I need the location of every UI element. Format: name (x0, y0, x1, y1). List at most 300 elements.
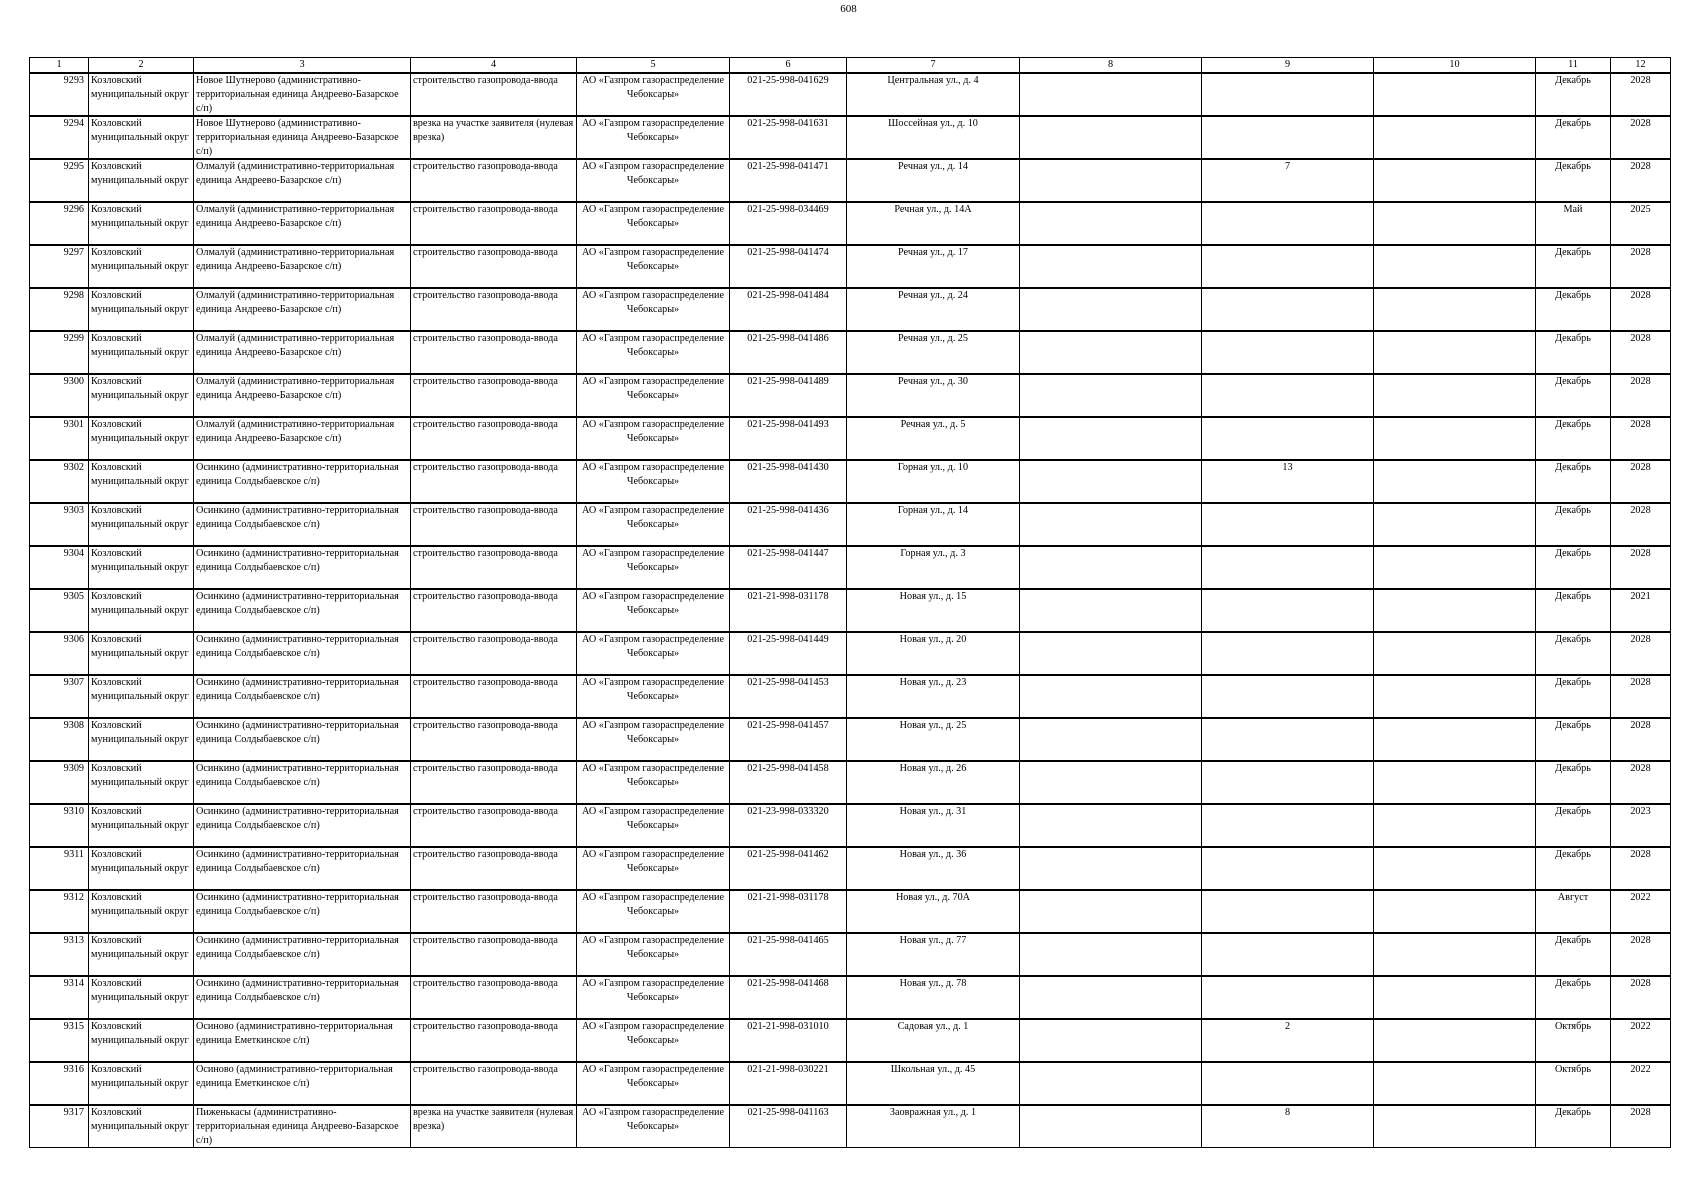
district-cell-text: Козловский муниципальный округ (91, 892, 189, 917)
organization-cell (577, 159, 730, 202)
year-cell-text: 2028 (1630, 75, 1651, 86)
column-9-cell (1202, 718, 1374, 761)
organization-cell-text: АО «Газпром газораспределение Чебоксары» (581, 677, 725, 702)
district-cell (89, 933, 194, 976)
work-type-cell-text: строительство газопровода-ввода (413, 677, 558, 688)
column-9-cell-text (1204, 203, 1371, 244)
work-type-cell-text: строительство газопровода-ввода (413, 505, 558, 516)
year-cell-text: 2023 (1630, 806, 1651, 817)
column-9-cell (1202, 331, 1374, 374)
organization-cell (577, 890, 730, 933)
settlement-cell-text: Осинкино (административно-территориальная единица Солдыбаевское с/п) (196, 978, 399, 1003)
organization-cell (577, 1105, 730, 1148)
organization-cell (577, 460, 730, 503)
application-code-cell-text: 021-25-998-041453 (747, 677, 829, 688)
year-cell (1611, 890, 1671, 933)
row-number-cell-text: 9315 (63, 1021, 84, 1032)
column-10-cell-text (1376, 332, 1533, 373)
column-9-cell-text (1204, 418, 1371, 459)
year-cell-text: 2028 (1630, 161, 1651, 172)
settlement-cell (194, 73, 411, 116)
table-row (30, 933, 1671, 976)
column-8-cell-text (1022, 891, 1199, 932)
column-8-cell (1020, 761, 1202, 804)
settlement-cell-text: Новое Шутнерово (административно-территориальная единица Андреево-Базарское с/п) (196, 75, 399, 114)
organization-cell-text: АО «Газпром газораспределение Чебоксары» (581, 376, 725, 401)
application-code-cell-text: 021-25-998-034469 (747, 204, 829, 215)
year-cell-text: 2028 (1630, 849, 1651, 860)
address-cell-text: Центральная ул., д. 4 (887, 75, 979, 86)
work-type-cell-text: врезка на участке заявителя (нулевая врезка) (413, 118, 574, 143)
column-9-cell (1202, 460, 1374, 503)
column-9-cell (1202, 245, 1374, 288)
row-number-cell (30, 1105, 89, 1148)
column-9-cell (1202, 159, 1374, 202)
address-cell-text: Новая ул., д. 36 (899, 849, 967, 860)
column-header: 4 (411, 58, 577, 74)
work-type-cell-text: строительство газопровода-ввода (413, 763, 558, 774)
column-9-cell (1202, 116, 1374, 159)
month-cell-text: Октябрь (1554, 1021, 1592, 1032)
organization-cell-text: АО «Газпром газораспределение Чебоксары» (581, 462, 725, 487)
settlement-cell-text: Осинкино (административно-территориальная единица Солдыбаевское с/п) (196, 591, 399, 616)
column-10-cell (1374, 546, 1536, 589)
table-row (30, 73, 1671, 116)
settlement-cell (194, 417, 411, 460)
district-cell (89, 675, 194, 718)
organization-cell-text: АО «Газпром газораспределение Чебоксары» (581, 806, 725, 831)
work-type-cell-text: строительство газопровода-ввода (413, 591, 558, 602)
table-row (30, 202, 1671, 245)
organization-cell-text: АО «Газпром газораспределение Чебоксары» (581, 634, 725, 659)
settlement-cell-text: Осиново (административно-территориальная единица Еметкинское с/п) (196, 1021, 393, 1046)
row-number-cell-text: 9305 (63, 591, 84, 602)
month-cell (1536, 890, 1611, 933)
organization-cell-text: АО «Газпром газораспределение Чебоксары» (581, 161, 725, 186)
settlement-cell-text: Осинкино (административно-территориальная единица Солдыбаевское с/п) (196, 720, 399, 745)
work-type-cell-text: строительство газопровода-ввода (413, 462, 558, 473)
column-8-cell-text (1022, 375, 1199, 416)
settlement-cell (194, 933, 411, 976)
table-row (30, 417, 1671, 460)
settlement-cell (194, 288, 411, 331)
address-cell (847, 1062, 1020, 1105)
row-number-cell (30, 1019, 89, 1062)
settlement-cell (194, 890, 411, 933)
address-cell (847, 546, 1020, 589)
year-cell-text: 2028 (1630, 677, 1651, 688)
application-code-cell-text: 021-25-998-041465 (747, 935, 829, 946)
organization-cell-text: АО «Газпром газораспределение Чебоксары» (581, 419, 725, 444)
gas-connection-table (29, 57, 1671, 1148)
month-cell-text: Декабрь (1555, 591, 1591, 602)
column-8-cell-text (1022, 203, 1199, 244)
row-number-cell (30, 374, 89, 417)
column-10-cell (1374, 503, 1536, 546)
settlement-cell (194, 847, 411, 890)
column-9-cell-text (1204, 633, 1371, 674)
organization-cell (577, 73, 730, 116)
district-cell (89, 847, 194, 890)
column-10-cell (1374, 374, 1536, 417)
address-cell (847, 417, 1020, 460)
column-9-cell (1202, 1105, 1374, 1148)
year-cell-text: 2028 (1630, 763, 1651, 774)
row-number-cell-text: 9310 (63, 806, 84, 817)
row-number-cell-text: 9317 (63, 1107, 84, 1118)
row-number-cell (30, 546, 89, 589)
application-code-cell (730, 804, 847, 847)
organization-cell-text: АО «Газпром газораспределение Чебоксары» (581, 591, 725, 616)
column-10-cell-text (1376, 504, 1533, 545)
month-cell (1536, 933, 1611, 976)
year-cell-text: 2028 (1630, 290, 1651, 301)
row-number-cell-text: 9302 (63, 462, 84, 473)
district-cell-text: Козловский муниципальный округ (91, 462, 189, 487)
table-row (30, 116, 1671, 159)
organization-cell-text: АО «Газпром газораспределение Чебоксары» (581, 548, 725, 573)
organization-cell (577, 675, 730, 718)
work-type-cell (411, 331, 577, 374)
work-type-cell (411, 718, 577, 761)
column-8-cell-text (1022, 332, 1199, 373)
column-9-cell-text (1204, 117, 1371, 158)
settlement-cell-text: Пиженькасы (административно-территориальная единица Андреево-Базарское с/п) (196, 1107, 399, 1146)
column-8-cell (1020, 159, 1202, 202)
work-type-cell (411, 976, 577, 1019)
year-cell-text: 2025 (1630, 204, 1651, 215)
work-type-cell (411, 116, 577, 159)
month-cell-text: Декабрь (1555, 548, 1591, 559)
district-cell-text: Козловский муниципальный округ (91, 376, 189, 401)
application-code-cell-text: 021-25-998-041489 (747, 376, 829, 387)
work-type-cell-text: строительство газопровода-ввода (413, 978, 558, 989)
organization-cell-text: АО «Газпром газораспределение Чебоксары» (581, 720, 725, 745)
column-9-cell (1202, 675, 1374, 718)
year-cell-text: 2022 (1630, 1064, 1651, 1075)
column-9-cell (1202, 589, 1374, 632)
district-cell-text: Козловский муниципальный округ (91, 591, 189, 616)
year-cell (1611, 202, 1671, 245)
district-cell (89, 73, 194, 116)
work-type-cell-text: строительство газопровода-ввода (413, 935, 558, 946)
application-code-cell-text: 021-25-998-041457 (747, 720, 829, 731)
year-cell (1611, 546, 1671, 589)
work-type-cell (411, 417, 577, 460)
column-8-cell-text (1022, 1106, 1199, 1147)
address-cell (847, 1105, 1020, 1148)
address-cell (847, 245, 1020, 288)
column-9-cell-text (1204, 676, 1371, 717)
year-cell (1611, 761, 1671, 804)
month-cell-text: Май (1563, 204, 1583, 215)
row-number-cell (30, 116, 89, 159)
table-row (30, 890, 1671, 933)
page-number: 608 (840, 3, 857, 15)
district-cell (89, 976, 194, 1019)
address-cell-text: Новая ул., д. 15 (899, 591, 967, 602)
application-code-cell (730, 331, 847, 374)
work-type-cell (411, 374, 577, 417)
application-code-cell (730, 847, 847, 890)
column-8-cell-text (1022, 719, 1199, 760)
column-header: 2 (89, 58, 194, 74)
column-8-cell (1020, 417, 1202, 460)
address-cell-text: Речная ул., д. 14А (894, 204, 972, 215)
row-number-cell-text: 9299 (63, 333, 84, 344)
work-type-cell (411, 245, 577, 288)
column-9-cell (1202, 976, 1374, 1019)
address-cell (847, 331, 1020, 374)
district-cell-text: Козловский муниципальный округ (91, 548, 189, 573)
column-10-cell (1374, 1019, 1536, 1062)
work-type-cell (411, 632, 577, 675)
month-cell (1536, 718, 1611, 761)
month-cell (1536, 460, 1611, 503)
column-10-cell-text (1376, 1106, 1533, 1147)
column-header: 8 (1020, 58, 1202, 74)
settlement-cell (194, 503, 411, 546)
year-cell (1611, 73, 1671, 116)
column-10-cell (1374, 73, 1536, 116)
organization-cell-text: АО «Газпром газораспределение Чебоксары» (581, 935, 725, 960)
column-10-cell-text (1376, 633, 1533, 674)
settlement-cell (194, 761, 411, 804)
organization-cell-text: АО «Газпром газораспределение Чебоксары» (581, 1021, 725, 1046)
year-cell (1611, 159, 1671, 202)
organization-cell (577, 331, 730, 374)
settlement-cell-text: Олмалуй (административно-территориальная единица Андреево-Базарское с/п) (196, 161, 395, 186)
settlement-cell-text: Олмалуй (административно-территориальная единица Андреево-Базарское с/п) (196, 290, 395, 315)
district-cell-text: Козловский муниципальный округ (91, 161, 189, 186)
column-header: 9 (1202, 58, 1374, 74)
organization-cell-text: АО «Газпром газораспределение Чебоксары» (581, 505, 725, 530)
address-cell-text: Речная ул., д. 25 (898, 333, 968, 344)
organization-cell (577, 847, 730, 890)
year-cell-text: 2028 (1630, 935, 1651, 946)
year-cell-text: 2028 (1630, 1107, 1651, 1118)
organization-cell-text: АО «Газпром газораспределение Чебоксары» (581, 247, 725, 272)
table-body (30, 73, 1671, 1148)
column-8-cell (1020, 589, 1202, 632)
column-10-cell (1374, 804, 1536, 847)
column-header: 5 (577, 58, 730, 74)
column-10-cell (1374, 933, 1536, 976)
application-code-cell-text: 021-25-998-041493 (747, 419, 829, 430)
month-cell (1536, 675, 1611, 718)
settlement-cell-text: Олмалуй (административно-территориальная единица Андреево-Базарское с/п) (196, 333, 395, 358)
column-8-cell (1020, 546, 1202, 589)
district-cell-text: Козловский муниципальный округ (91, 634, 189, 659)
column-8-cell (1020, 933, 1202, 976)
application-code-cell-text: 021-25-998-041436 (747, 505, 829, 516)
year-cell-text: 2028 (1630, 118, 1651, 129)
column-8-cell (1020, 890, 1202, 933)
column-9-cell-text (1204, 547, 1371, 588)
column-9-cell-text (1204, 848, 1371, 889)
row-number-cell (30, 159, 89, 202)
row-number-cell-text: 9309 (63, 763, 84, 774)
table-row (30, 374, 1671, 417)
work-type-cell (411, 159, 577, 202)
work-type-cell (411, 73, 577, 116)
row-number-cell-text: 9308 (63, 720, 84, 731)
column-8-cell (1020, 331, 1202, 374)
month-cell-text: Декабрь (1555, 462, 1591, 473)
row-number-cell-text: 9313 (63, 935, 84, 946)
work-type-cell (411, 589, 577, 632)
row-number-cell-text: 9300 (63, 376, 84, 387)
settlement-cell (194, 1062, 411, 1105)
year-cell-text: 2021 (1630, 591, 1651, 602)
column-8-cell (1020, 116, 1202, 159)
application-code-cell (730, 718, 847, 761)
table-row (30, 460, 1671, 503)
row-number-cell-text: 9301 (63, 419, 84, 430)
row-number-cell-text: 9294 (63, 118, 84, 129)
district-cell (89, 245, 194, 288)
column-9-cell-text (1204, 246, 1371, 287)
address-cell (847, 804, 1020, 847)
address-cell-text: Шоссейная ул., д. 10 (888, 118, 978, 129)
application-code-cell-text: 021-21-998-031178 (747, 591, 829, 602)
month-cell (1536, 1019, 1611, 1062)
year-cell-text: 2028 (1630, 505, 1651, 516)
column-9-cell-text (1204, 762, 1371, 803)
work-type-cell (411, 202, 577, 245)
column-10-cell (1374, 331, 1536, 374)
address-cell-text: Новая ул., д. 31 (899, 806, 967, 817)
column-8-cell-text (1022, 934, 1199, 975)
organization-cell (577, 933, 730, 976)
district-cell (89, 374, 194, 417)
district-cell-text: Козловский муниципальный округ (91, 1021, 189, 1046)
application-code-cell (730, 933, 847, 976)
month-cell (1536, 417, 1611, 460)
application-code-cell (730, 73, 847, 116)
year-cell-text: 2022 (1630, 892, 1651, 903)
settlement-cell-text: Олмалуй (административно-территориальная единица Андреево-Базарское с/п) (196, 419, 395, 444)
column-8-cell-text (1022, 74, 1199, 115)
column-header: 7 (847, 58, 1020, 74)
year-cell (1611, 288, 1671, 331)
application-code-cell-text: 021-21-998-031010 (747, 1021, 829, 1032)
column-10-cell (1374, 890, 1536, 933)
settlement-cell (194, 675, 411, 718)
column-9-cell-text (1204, 375, 1371, 416)
settlement-cell (194, 718, 411, 761)
month-cell (1536, 116, 1611, 159)
address-cell (847, 116, 1020, 159)
application-code-cell-text: 021-25-998-041484 (747, 290, 829, 301)
address-cell-text: Горная ул., д. 10 (897, 462, 969, 473)
table-row (30, 847, 1671, 890)
address-cell-text: Новая ул., д. 25 (899, 720, 967, 731)
settlement-cell-text: Осинкино (административно-территориальная единица Солдыбаевское с/п) (196, 935, 399, 960)
year-cell-text: 2028 (1630, 978, 1651, 989)
column-10-cell-text (1376, 676, 1533, 717)
application-code-cell (730, 202, 847, 245)
application-code-cell-text: 021-25-998-041447 (747, 548, 829, 559)
row-number-cell (30, 976, 89, 1019)
work-type-cell-text: строительство газопровода-ввода (413, 161, 558, 172)
application-code-cell (730, 1062, 847, 1105)
organization-cell (577, 761, 730, 804)
district-cell-text: Козловский муниципальный округ (91, 204, 189, 229)
district-cell-text: Козловский муниципальный округ (91, 978, 189, 1003)
work-type-cell (411, 933, 577, 976)
year-cell-text: 2028 (1630, 462, 1651, 473)
column-8-cell-text (1022, 805, 1199, 846)
address-cell (847, 976, 1020, 1019)
column-9-cell-text (1204, 332, 1371, 373)
organization-cell (577, 116, 730, 159)
district-cell-text: Козловский муниципальный округ (91, 419, 189, 444)
header-row (30, 58, 1671, 74)
application-code-cell-text: 021-25-998-041471 (747, 161, 829, 172)
table-row (30, 331, 1671, 374)
address-cell (847, 632, 1020, 675)
row-number-cell (30, 245, 89, 288)
month-cell (1536, 761, 1611, 804)
column-10-cell-text (1376, 719, 1533, 760)
district-cell-text: Козловский муниципальный округ (91, 247, 189, 272)
column-8-cell (1020, 1105, 1202, 1148)
application-code-cell (730, 503, 847, 546)
organization-cell (577, 374, 730, 417)
month-cell-text: Декабрь (1555, 806, 1591, 817)
district-cell (89, 718, 194, 761)
month-cell-text: Декабрь (1555, 634, 1591, 645)
table-row (30, 1062, 1671, 1105)
district-cell (89, 804, 194, 847)
application-code-cell (730, 1019, 847, 1062)
column-8-cell (1020, 804, 1202, 847)
table-row (30, 159, 1671, 202)
settlement-cell-text: Осинкино (административно-территориальная единица Солдыбаевское с/п) (196, 806, 399, 831)
column-10-cell-text (1376, 805, 1533, 846)
row-number-cell-text: 9307 (63, 677, 84, 688)
address-cell-text: Новая ул., д. 23 (899, 677, 967, 688)
column-9-cell (1202, 804, 1374, 847)
district-cell (89, 503, 194, 546)
address-cell-text: Садовая ул., д. 1 (897, 1021, 969, 1032)
column-10-cell-text (1376, 590, 1533, 631)
work-type-cell (411, 890, 577, 933)
column-8-cell (1020, 976, 1202, 1019)
row-number-cell-text: 9306 (63, 634, 84, 645)
district-cell (89, 288, 194, 331)
organization-cell (577, 288, 730, 331)
column-10-cell (1374, 202, 1536, 245)
year-cell (1611, 245, 1671, 288)
year-cell (1611, 589, 1671, 632)
application-code-cell (730, 159, 847, 202)
year-cell-text: 2028 (1630, 247, 1651, 258)
column-10-cell-text (1376, 160, 1533, 201)
column-10-cell (1374, 718, 1536, 761)
district-cell (89, 202, 194, 245)
month-cell (1536, 202, 1611, 245)
organization-cell-text: АО «Газпром газораспределение Чебоксары» (581, 75, 725, 100)
column-9-cell (1202, 933, 1374, 976)
row-number-cell (30, 847, 89, 890)
address-cell (847, 890, 1020, 933)
column-9-cell-text: 8 (1284, 1107, 1291, 1118)
column-10-cell (1374, 417, 1536, 460)
column-8-cell (1020, 245, 1202, 288)
work-type-cell-text: строительство газопровода-ввода (413, 204, 558, 215)
